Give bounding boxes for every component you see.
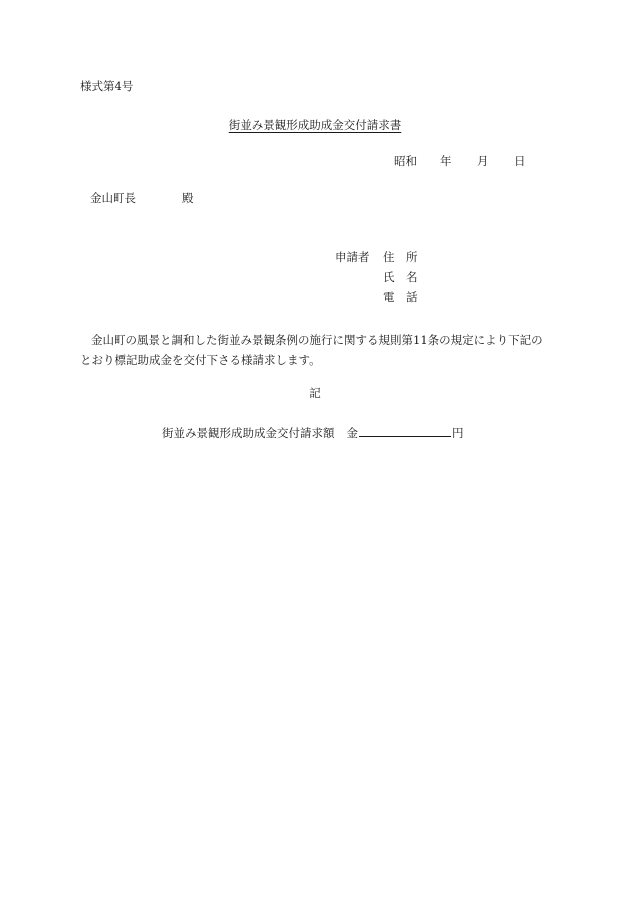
date-year-label: 年	[440, 154, 452, 168]
amount-blank[interactable]	[359, 426, 451, 437]
amount-label: 街並み景観形成助成金交付請求額	[162, 426, 335, 440]
document-title	[0, 120, 630, 132]
date-era: 昭和	[394, 154, 417, 168]
amount-suffix: 円	[452, 426, 464, 440]
amount-prefix: 金	[346, 426, 358, 440]
addressee-name: 金山町長	[90, 191, 136, 205]
applicant-name-label: 氏 名	[383, 270, 418, 284]
addressee-honorific: 殿	[182, 191, 194, 205]
date-line	[394, 156, 526, 168]
applicant-label: 申請者	[335, 250, 370, 264]
ki-heading: 記	[309, 386, 321, 400]
request-body-text: 金山町の風景と調和した街並み景観条例の施行に関する規則第11条の規定により下記のとおり標記助成金を交付下さる様請求します。	[80, 333, 543, 367]
request-amount-line	[162, 426, 464, 440]
addressee	[90, 193, 194, 205]
applicant-phone-label: 電 話	[383, 290, 418, 304]
document-title-text: 街並み景観形成助成金交付請求書	[228, 118, 402, 132]
date-month-label: 月	[477, 154, 489, 168]
applicant-address-label: 住 所	[383, 250, 418, 264]
form-number: 様式第4号	[80, 79, 134, 93]
date-day-label: 日	[514, 154, 526, 168]
